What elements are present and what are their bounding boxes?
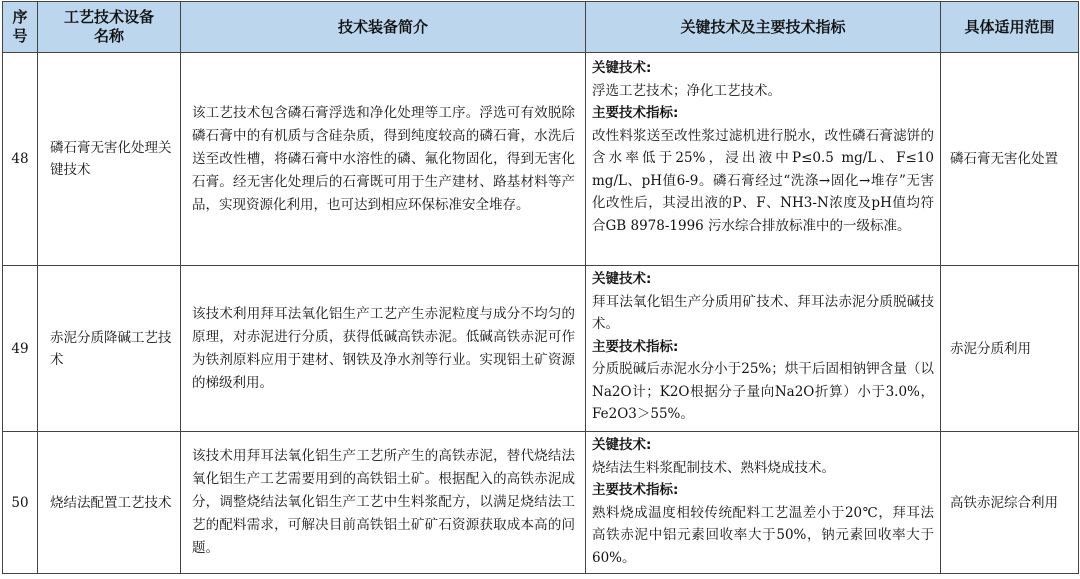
row-index: 48 — [3, 53, 38, 266]
row-scope: 赤泥分质利用 — [941, 266, 1079, 432]
key-tech-text: 烧结法生料浆配制技术、熟料烧成技术。 — [592, 459, 835, 476]
table-row — [3, 53, 1079, 266]
row-name: 磷石膏无害化处理关键技术 — [38, 53, 181, 266]
indicator-label: 主要技术指标: — [592, 482, 679, 498]
header-key: 关键技术及主要技术指标 — [586, 2, 941, 53]
row-scope: 高铁赤泥综合利用 — [941, 432, 1079, 574]
indicator-label: 主要技术指标: — [592, 338, 679, 355]
row-desc: 该技术用拜耳法氧化铝生产工艺所产生的高铁赤泥，替代烧结法氧化铝生产工艺需要用到的高铁铝土矿。根据配入的高铁赤泥成分，调整烧结法氧化铝生产工艺中生料浆配方，以满足烧结法工艺的配料需求，可解决目前高铁铝土矿矿石资源获取成本高的问题。 — [181, 432, 586, 574]
row-key-indicators — [586, 432, 941, 574]
row-desc: 该技术利用拜耳法氧化铝生产工艺产生赤泥粒度与成分不均匀的原理，对赤泥进行分质，获得低碱高铁赤泥。低碱高铁赤泥可作为铁剂原料应用于建材、钢铁及净水剂等行业。实现铝土矿资源的梯级利用。 — [181, 266, 586, 432]
row-desc: 该工艺技术包含磷石膏浮选和净化处理等工序。浮选可有效脱除磷石膏中的有机质与含硅杂质，得到纯度较高的磷石膏，水洗后送至改性槽，将磷石膏中水溶性的磷、氟化物固化，得到无害化石膏。经无害化处理后的石膏既可用于生产建材、路基材料等产品，实现资源化利用，也可达到相应环保标准安全堆存。 — [181, 53, 586, 266]
row-key-indicators — [586, 266, 941, 432]
table-row — [3, 266, 1079, 432]
row-key-indicators — [586, 53, 941, 266]
row-index: 50 — [3, 432, 38, 574]
indicator-label: 主要技术指标: — [592, 105, 679, 121]
key-tech-label: 关键技术: — [592, 437, 652, 453]
row-index: 49 — [3, 266, 38, 432]
table-row — [3, 432, 1079, 574]
header-desc: 技术装备简介 — [181, 2, 586, 53]
header-name: 工艺技术设备名称 — [38, 2, 181, 53]
row-scope: 磷石膏无害化处置 — [941, 53, 1079, 266]
indicator-text: 分质脱碱后赤泥水分小于25%；烘干后固相钠钾含量（以Na2O计；K2O根据分子量向Na2O折算）小于3.0%，Fe2O3＞55%。 — [592, 361, 934, 422]
key-tech-text: 浮选工艺技术；净化工艺技术。 — [592, 82, 781, 99]
indicator-text: 熟料烧成温度相较传统配料工艺温差小于20℃，拜耳法高铁赤泥中铝元素回收率大于50%，钠元素回收率大于60%。 — [592, 504, 934, 566]
header-scope: 具体适用范围 — [941, 2, 1079, 53]
indicator-text: 改性料浆送至改性浆过滤机进行脱水，改性磷石膏滤饼的含水率低于25%，浸出液中P≤0.5 mg/L、F≤10 mg/L、pH值6-9。磷石膏经过“洗涤→固化→堆存”无害化改性后，其浸出液的P、F、NH3-N浓度及pH值均符合GB 8978-1996 污水综合排放标准中的一级标准。 — [592, 127, 934, 234]
key-tech-label: 关键技术: — [592, 271, 652, 287]
header-index: 序号 — [3, 2, 38, 53]
row-name: 烧结法配置工艺技术 — [38, 432, 181, 574]
row-name: 赤泥分质降碱工艺技术 — [38, 266, 181, 432]
key-tech-label: 关键技术: — [592, 60, 652, 76]
process-technology-table — [2, 1, 1079, 574]
table-header-row — [3, 2, 1079, 53]
key-tech-text: 拜耳法氧化铝生产分质用矿技术、拜耳法赤泥分质脱碱技术。 — [592, 293, 934, 332]
